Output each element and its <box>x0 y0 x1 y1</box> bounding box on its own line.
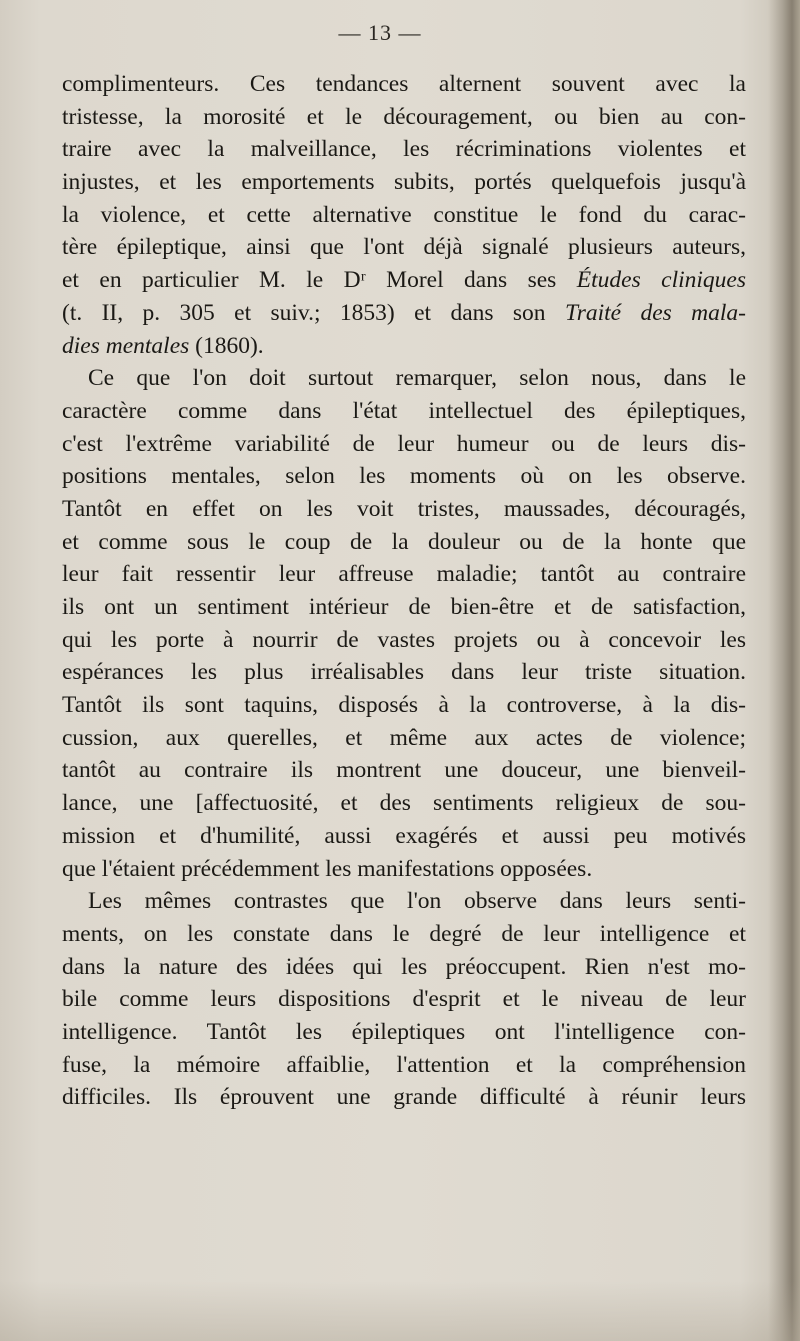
text-line: ils ont un sentiment intérieur de bien-être et de satisfaction, <box>62 594 746 620</box>
text-line: et en particulier M. le Dʳ Morel dans ses Études cliniques <box>62 267 746 294</box>
text-line: Tantôt en effet on les voit tristes, maussades, découragés, <box>62 495 746 522</box>
text-line: intelligence. Tantôt les épileptiques ont l'intelligence con- <box>62 1018 746 1045</box>
text-line: caractère comme dans l'état intellectuel des épileptiques, <box>62 397 746 424</box>
text-line: la violence, et cette alternative constitue le fond du carac- <box>62 201 746 228</box>
text-line: bile comme leurs dispositions d'esprit et le niveau de leur <box>62 986 746 1013</box>
text-line: (t. II, p. 305 et suiv.; 1853) et dans son Traité des mala- <box>62 299 747 326</box>
text-line: positions mentales, selon les moments où on les observe. <box>62 463 746 490</box>
body-text <box>62 68 746 1114</box>
text-line: leur fait ressentir leur affreuse maladie; tantôt au contraire <box>62 561 746 588</box>
text-line: injustes, et les emportements subits, portés quelquefois jusqu'à <box>62 169 746 196</box>
text-line: fuse, la mémoire affaiblie, l'attention et la compréhension <box>62 1051 746 1078</box>
text-line: difficiles. Ils éprouvent une grande difficulté à réunir leurs <box>62 1084 746 1111</box>
text-line: lance, une [affectuosité, et des sentiments religieux de sou- <box>62 790 746 817</box>
text-line: mission et d'humilité, aussi exagérés et aussi peu motivés <box>62 822 746 849</box>
text-line: tantôt au contraire ils montrent une douceur, une bienveil- <box>62 757 746 784</box>
text-line: que l'étaient précédemment les manifestations opposées. <box>62 855 593 882</box>
binding-shadow <box>768 0 800 1341</box>
text-line: dans la nature des idées qui les préoccupent. Rien n'est mo- <box>62 953 746 980</box>
text-line: tristesse, la morosité et le découragement, ou bien au con- <box>62 103 746 130</box>
text-line: dies mentales (1860). <box>62 332 264 359</box>
text-line: Les mêmes contrastes que l'on observe dans leurs senti- <box>88 888 746 915</box>
text-line: tère épileptique, ainsi que l'ont déjà signalé plusieurs auteurs, <box>62 234 746 261</box>
page-bottom-shade <box>0 1281 800 1341</box>
text-line: espérances les plus irréalisables dans leur triste situation. <box>62 659 746 686</box>
text-line: qui les porte à nourrir de vastes projets ou à concevoir les <box>62 626 746 653</box>
text-line: traire avec la malveillance, les récriminations violentes et <box>62 136 746 163</box>
text-line: Ce que l'on doit surtout remarquer, selon nous, dans le <box>88 365 746 392</box>
page-number: — 13 — <box>338 20 422 45</box>
text-line: et comme sous le coup de la douleur ou de la honte que <box>62 528 746 555</box>
text-line: cussion, aux querelles, et même aux actes de violence; <box>62 724 746 751</box>
text-line: c'est l'extrême variabilité de leur humeur ou de leurs dis- <box>62 430 746 457</box>
text-line: complimenteurs. Ces tendances alternent souvent avec la <box>62 71 746 97</box>
text-line: Tantôt ils sont taquins, disposés à la controverse, à la dis- <box>62 692 746 719</box>
text-line: ments, on les constate dans le degré de leur intelligence et <box>62 920 746 947</box>
